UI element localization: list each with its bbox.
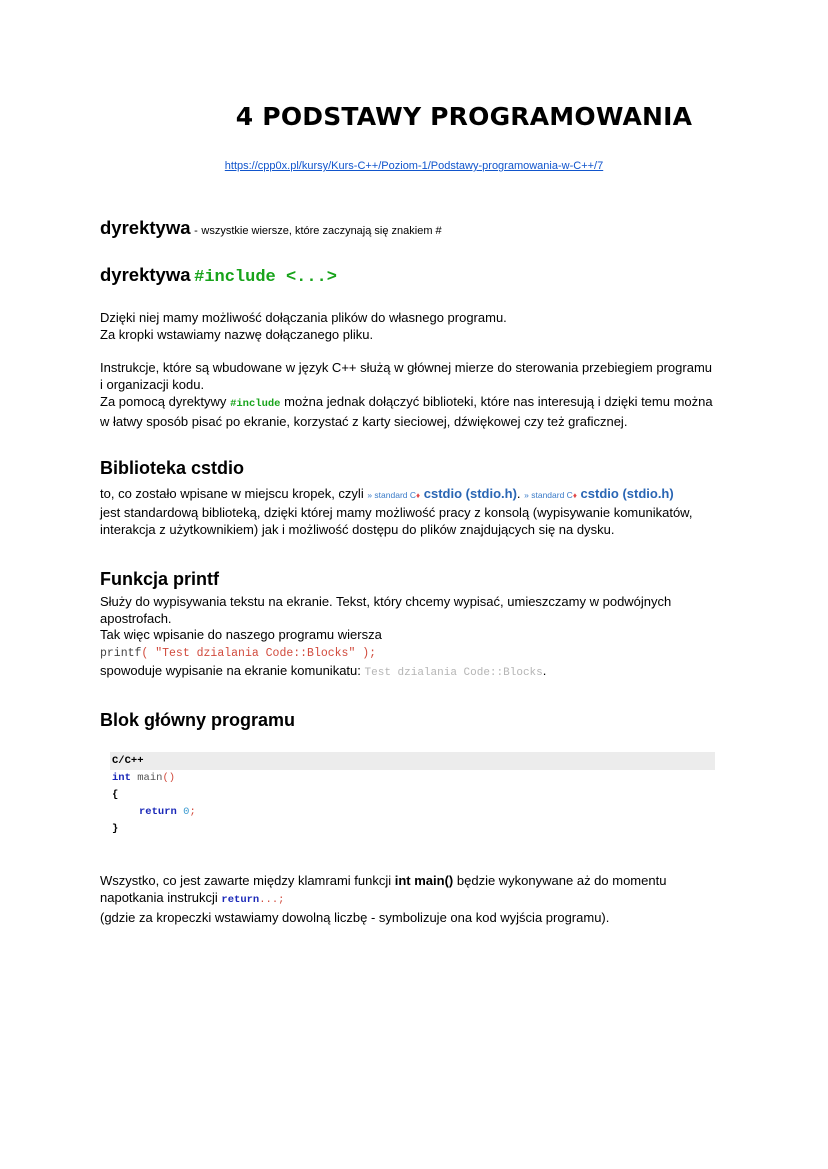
code-kw-return: return xyxy=(139,806,177,818)
printf-result-output: Test dzialania Code::Blocks xyxy=(364,667,543,679)
printf-p3-end: . xyxy=(542,663,547,678)
code-line-4: } xyxy=(112,823,119,835)
breadcrumb-standard-c-2[interactable]: » standard C xyxy=(524,490,573,500)
code-line-2: { xyxy=(112,789,119,801)
summary-return-kw: return xyxy=(221,894,260,906)
printf-code-args: ( "Test dzialania Code::Blocks" ); xyxy=(141,647,377,660)
include-heading xyxy=(100,266,730,286)
printf-p3-a: spowoduje wypisanie na ekranie komunikatu: xyxy=(100,663,361,678)
code-line-1 xyxy=(110,770,715,787)
breadcrumb-arrow-icon: ♦ xyxy=(416,491,421,500)
include-p4-a: Za pomocą dyrektywy xyxy=(100,394,227,409)
directive-definition xyxy=(100,219,730,240)
cstdio-line-b: jest standardową biblioteką, dzięki której mamy możliwość pracy z konsolą (wypisywanie komunikatów, interakcja z użytkownikiem) jak i możliwość dostępu do plików znajdujących się na dysku. xyxy=(100,505,693,537)
code-language-label: C/C++ xyxy=(110,752,715,770)
summary-return-dots: ...; xyxy=(259,894,285,906)
code-fn-main: main xyxy=(137,772,163,784)
include-p1: Dzięki niej mamy możliwość dołączania plików do własnego programu. xyxy=(100,310,507,325)
breadcrumb-standard-c-1[interactable]: » standard C xyxy=(367,490,417,500)
include-p4-b: można jednak dołączyć biblioteki, które nas interesują i dzięki temu można w łatwy sposób pisać po ekranie, korzystać z karty sieciowej, dźwiękowej czy też graficznej. xyxy=(100,394,713,429)
breadcrumb-arrow-icon: ♦ xyxy=(572,491,577,500)
summary-paragraph xyxy=(100,872,728,926)
summary-c: będzie wykonywane aż do momentu napotkania instrukcji xyxy=(100,873,667,905)
summary-d: (gdzie za kropeczki wstawiamy dowolną liczbę - symbolizuje ona kod wyjścia programu). xyxy=(100,910,610,925)
code-number: 0 xyxy=(183,806,190,818)
page-title: 4 PODSTAWY PROGRAMOWANIA xyxy=(235,102,693,131)
cstdio-link-2[interactable]: cstdio (stdio.h) xyxy=(580,486,674,501)
code-line-3 xyxy=(110,804,715,821)
include-p4-code: #include xyxy=(230,398,281,410)
summary-b: int main() xyxy=(394,873,454,888)
summary-a: Wszystko, co jest zawarte między klamrami funkcji xyxy=(100,873,392,888)
cstdio-separator: . xyxy=(516,486,521,501)
include-paragraph-1 xyxy=(100,309,730,343)
code-block xyxy=(110,752,715,838)
printf-code-line xyxy=(100,643,730,662)
directive-term: dyrektywa xyxy=(100,217,191,238)
cstdio-text-a: to, co zostało wpisane w miejscu kropek, czyli xyxy=(100,486,364,501)
printf-p2: Tak więc wpisanie do naszego programu wiersza xyxy=(100,627,382,642)
printf-desc: Służy do wypisywania tekstu na ekranie. Tekst, który chcemy wypisać, umieszczamy w podwójnych apostrofach. xyxy=(100,594,672,626)
printf-result-line xyxy=(100,662,730,682)
code-semicolon: ; xyxy=(189,806,196,818)
include-p4 xyxy=(100,393,715,430)
cstdio-link-1[interactable]: cstdio (stdio.h) xyxy=(423,486,517,501)
include-p2: Za kropki wstawiamy nazwę dołączanego pliku. xyxy=(100,327,374,342)
include-paragraph-2 xyxy=(100,359,715,430)
code-parens: () xyxy=(162,772,176,784)
include-p3: Instrukcje, które są wbudowane w język C++ służą w głównej mierze do sterowania przebiegiem programu i organizacji kodu. xyxy=(100,360,713,392)
code-kw-int: int xyxy=(112,772,131,784)
source-link[interactable]: https://cpp0x.pl/kursy/Kurs-C++/Poziom-1/Podstawy-programowania-w-C++/7 xyxy=(224,160,604,172)
cstdio-paragraph xyxy=(100,485,730,538)
printf-example xyxy=(100,626,730,682)
include-heading-label: dyrektywa xyxy=(100,264,191,285)
cstdio-line-a xyxy=(100,485,730,504)
printf-code-fn: printf xyxy=(100,647,142,660)
directive-definition-text: wszystkie wiersze, które zaczynają się znakiem # xyxy=(201,225,442,237)
directive-dash: - xyxy=(194,225,198,237)
summary-line xyxy=(100,872,728,909)
cstdio-heading: Biblioteka cstdio xyxy=(100,458,245,478)
printf-heading: Funkcja printf xyxy=(100,569,220,589)
include-heading-code: #include <...> xyxy=(194,268,337,287)
main-block-heading: Blok główny programu xyxy=(100,710,296,730)
